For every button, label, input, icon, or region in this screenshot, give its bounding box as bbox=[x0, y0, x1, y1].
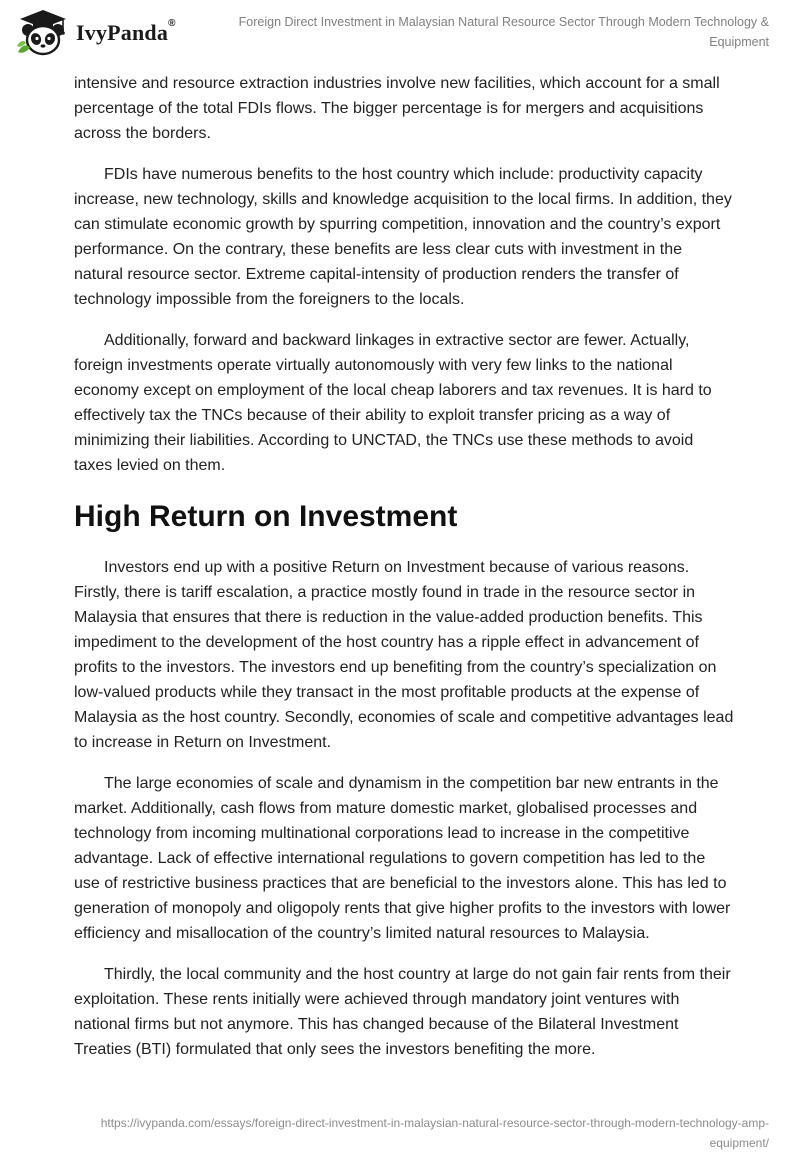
paragraph-5: The large economies of scale and dynamism in the competition bar new entrants in the market. Additionally, cash flows from mature domestic market, globalised processes and technology from incoming multinational corporations lead to increase in the competitive advantage. Lack of effective international regulations to govern competition has led to the use of restrictive business practices that are beneficial to the investors alone. This has led to generation of monopoly and oligopoly rents that give higher profits to the investors with lower efficiency and misallocation of the country’s limited natural resources to Malaysia. bbox=[74, 775, 731, 942]
ivypanda-logo[interactable] bbox=[14, 8, 176, 58]
logo-name: IvyPanda bbox=[76, 20, 169, 45]
paragraph-2: FDIs have numerous benefits to the host country which include: productivity capacity increase, new technology, skills and knowledge acquisition to the local firms. In addition, they can stimulate economic growth by spurring competition, innovation and the country’s export performance. On the contrary, these benefits are less clear cuts with investment in the natural resource sector. Extreme capital-intensity of production renders the transfer of technology impossible from the foreigners to the locals. bbox=[74, 166, 732, 308]
source-url[interactable]: https://ivypanda.com/essays/foreign-direct-investment-in-malaysian-natural-resource-sector-through-modern-technology-amp-equipment/ bbox=[100, 1116, 769, 1150]
page-header bbox=[0, 0, 800, 70]
essay-content bbox=[74, 71, 734, 1078]
registered-mark: ® bbox=[168, 18, 176, 29]
section-heading: High Return on Investment bbox=[74, 500, 458, 533]
paragraph-4: Investors end up with a positive Return on Investment because of various reasons. Firstly, there is tariff escalation, a practice mostly found in trade in the resource sector in Malaysia that ensures that there is reduction in the value-added production benefits. This impediment to the development of the host country has a ripple effect in advancement of profits to the investors. The investors end up benefiting from the country’s specialization on low-valued products while they transact in the most profitable products at the expense of Malaysia as the host country. Secondly, economies of scale and competitive advantages lead to increase in Return on Investment. bbox=[74, 559, 734, 751]
paragraph-6: Thirdly, the local community and the host country at large do not gain fair rents from their exploitation. These rents initially were achieved through mandatory joint ventures with national firms but not anymore. This has changed because of the Bilateral Investment Treaties (BTI) formulated that only sees the investors benefiting the more. bbox=[74, 966, 731, 1058]
document-title: Foreign Direct Investment in Malaysian Natural Resource Sector Through Modern Technology & Equipment bbox=[238, 15, 769, 49]
paragraph-3: Additionally, forward and backward linkages in extractive sector are fewer. Actually, foreign investments operate virtually autonomously with very few links to the national economy except on employment of the local cheap laborers and tax revenues. It is hard to effectively tax the TNCs because of their ability to exploit transfer pricing as a way of minimizing their liabilities. According to UNCTAD, the TNCs use these methods to avoid taxes levied on them. bbox=[74, 332, 712, 474]
logo-wordmark bbox=[76, 20, 176, 46]
panda-graduate-icon bbox=[14, 8, 72, 58]
paragraph-1: intensive and resource extraction industries involve new facilities, which account for a small percentage of the total FDIs flows. The bigger percentage is for mergers and acquisitions across the borders. bbox=[74, 75, 720, 142]
